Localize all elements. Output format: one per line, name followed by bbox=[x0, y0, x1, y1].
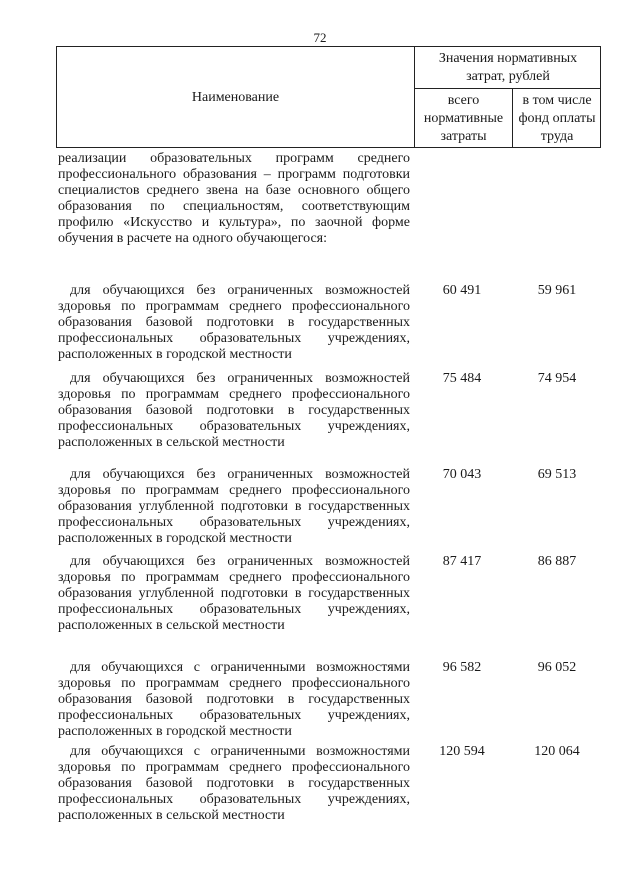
row-text-2: для обучающихся без ограниченных возможностей здоровья по программам среднего профессионального образования базовой подготовки в государственных профессиональных образовательных учреждениях, расположенных в сельской местности bbox=[58, 371, 410, 450]
row-wage-3: 69 513 bbox=[537, 467, 577, 482]
row-text-1: для обучающихся без ограниченных возможностей здоровья по программам среднего профессионального образования базовой подготовки в государственных профессиональных образовательных учреждениях, расположенных в городской местности bbox=[58, 283, 410, 362]
header-name-column: Наименование bbox=[191, 90, 280, 105]
header-bottom-border bbox=[56, 147, 601, 148]
row-text-6: для обучающихся с ограниченными возможностями здоровья по программам среднего профессионального образования базовой подготовки в государственных профессиональных образовательных учреждениях, расположенных в сельской местности bbox=[58, 744, 410, 823]
header-top-border bbox=[56, 46, 601, 47]
row-text-5: для обучающихся с ограниченными возможностями здоровья по программам среднего профессионального образования базовой подготовки в государственных профессиональных образовательных учреждениях, расположенных в городской местности bbox=[58, 660, 410, 739]
row-total-1: 60 491 bbox=[442, 283, 482, 298]
header-group-divider bbox=[414, 88, 601, 89]
row-total-2: 75 484 bbox=[442, 371, 482, 386]
row-wage-5: 96 052 bbox=[537, 660, 577, 675]
header-wage-column: в том числе фонд оплаты труда bbox=[518, 93, 596, 144]
intro-text: реализации образовательных программ среднего профессионального образования – программ подготовки специалистов среднего звена на базе основного общего образования по специальностям, соответствующим профилю «Искусство и культура», по заочной форме обучения в расчете на одного обучающегося: bbox=[58, 151, 410, 246]
page-number: 72 bbox=[313, 30, 327, 45]
row-wage-2: 74 954 bbox=[537, 371, 577, 386]
header-col-divider bbox=[414, 46, 415, 148]
row-wage-4: 86 887 bbox=[537, 554, 577, 569]
row-wage-1: 59 961 bbox=[537, 283, 577, 298]
row-wage-6: 120 064 bbox=[534, 744, 580, 759]
header-right-border bbox=[600, 46, 601, 148]
row-text-4: для обучающихся без ограниченных возможностей здоровья по программам среднего профессионального образования углубленной подготовки в государственных профессиональных образовательных учреждениях, расположенных в сельской местности bbox=[58, 554, 410, 633]
row-text-3: для обучающихся без ограниченных возможностей здоровья по программам среднего профессионального образования углубленной подготовки в государственных профессиональных образовательных учреждениях, расположенных в городской местности bbox=[58, 467, 410, 546]
header-total-column: всего нормативные затраты bbox=[423, 93, 504, 144]
row-total-6: 120 594 bbox=[439, 744, 485, 759]
header-subcol-divider bbox=[512, 88, 513, 148]
row-total-5: 96 582 bbox=[442, 660, 482, 675]
row-total-3: 70 043 bbox=[442, 467, 482, 482]
header-values-group: Значения нормативных затрат, рублей bbox=[438, 51, 578, 84]
row-total-4: 87 417 bbox=[442, 554, 482, 569]
